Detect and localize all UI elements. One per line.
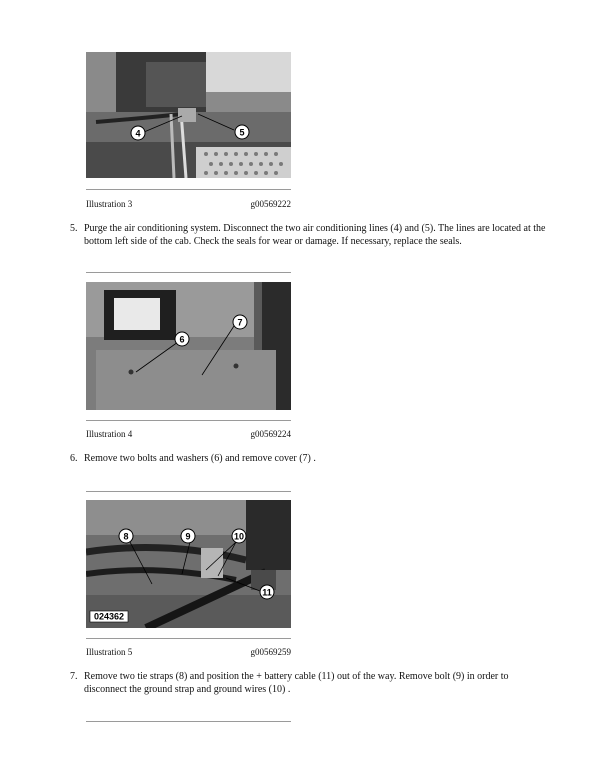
illustration-4-code: g00569224 xyxy=(250,429,291,439)
step-7-number: 7. xyxy=(70,671,78,682)
illustration-3-code: g00569222 xyxy=(250,199,291,209)
callout-4: 4 xyxy=(135,128,141,139)
illustration-5-code: g00569259 xyxy=(250,647,291,657)
illustration-5-photo xyxy=(86,500,291,628)
illustration-3-rule xyxy=(86,189,291,190)
illustration-3-label: Illustration 3 xyxy=(86,199,133,209)
step-7-text: Remove two tie straps (8) and position the + battery cable (11) out of the way. Remove bolt (9) in order to disconnect the ground strap and ground wires (10) . xyxy=(84,671,509,695)
step-6-number: 6. xyxy=(70,453,78,464)
illustration-5-label: Illustration 5 xyxy=(86,647,133,657)
callout-11: 11 xyxy=(262,587,272,598)
illustration-5-top-rule xyxy=(86,491,291,492)
bottom-rule xyxy=(86,721,291,722)
illustration-4-photo xyxy=(86,282,291,410)
illustration-4-rule xyxy=(86,420,291,421)
callout-9: 9 xyxy=(185,531,191,542)
step-5-number: 5. xyxy=(70,223,78,234)
illustration-5-rule xyxy=(86,638,291,639)
step-5-text: Purge the air conditioning system. Disconnect the two air conditioning lines (4) and (5). The lines are located at the bottom left side of the cab. Check the seals for wear or damage. If necessary, replace the seals. xyxy=(84,223,546,247)
step-6-text: Remove two bolts and washers (6) and remove cover (7) . xyxy=(84,453,316,464)
illustration-3-photo xyxy=(86,52,291,178)
illustration-4-top-rule xyxy=(86,272,291,273)
callout-7: 7 xyxy=(237,317,243,328)
callout-8: 8 xyxy=(123,531,129,542)
callout-5: 5 xyxy=(239,127,245,138)
callout-10: 10 xyxy=(233,531,245,542)
callout-6: 6 xyxy=(179,334,185,345)
photo-stamp: 024362 xyxy=(93,611,125,622)
illustration-4-label: Illustration 4 xyxy=(86,429,133,439)
